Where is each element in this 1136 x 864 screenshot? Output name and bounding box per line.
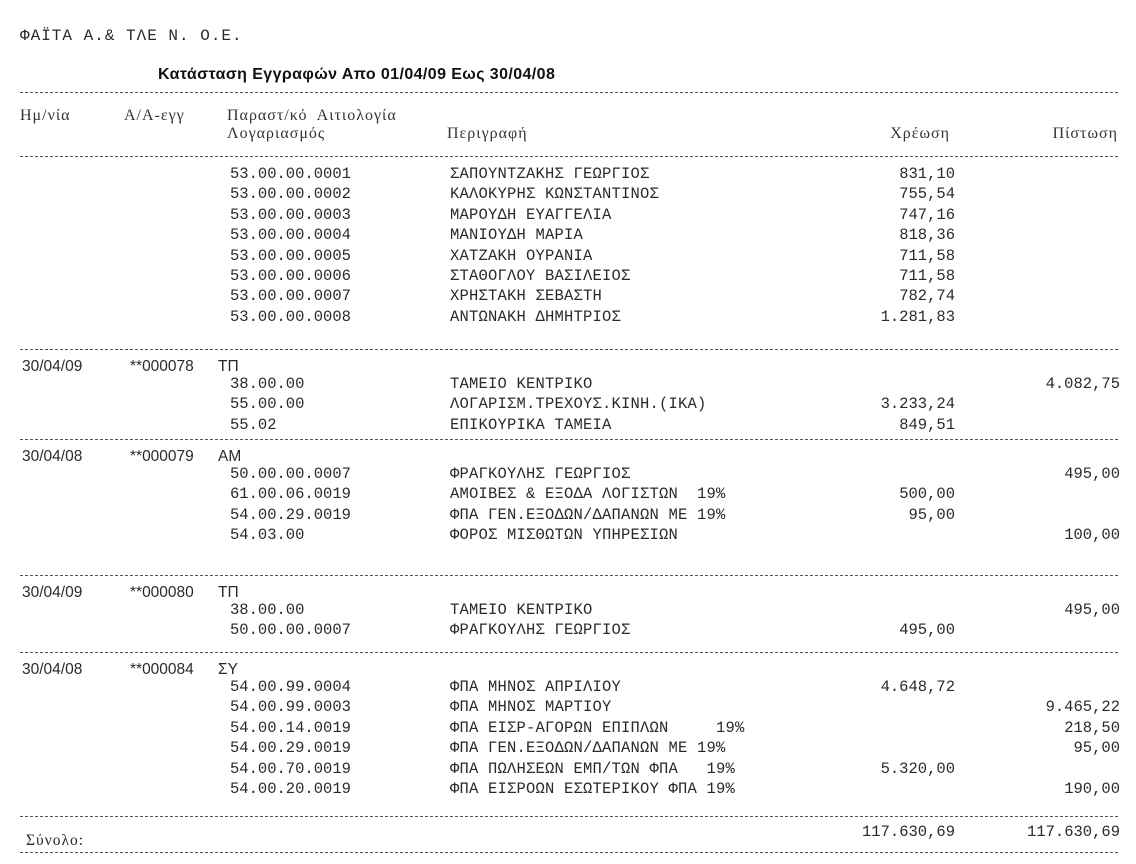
entry-date: 30/04/08 [22,448,83,465]
account-code: 54.00.99.0003 [230,698,351,717]
account-code: 50.00.00.0007 [230,621,351,640]
entry-date: 30/04/09 [22,584,83,601]
account-code: 50.00.00.0007 [230,465,351,483]
account-description: ΧΑΤΖΑΚΗ ΟΥΡΑΝΙΑ [450,246,593,265]
account-description: ΑΜΟΙΒΕΣ & ΕΞΟΔΑ ΛΟΓΙΣΤΩΝ 19% [450,485,726,504]
debit-amount: 3.233,24 [880,395,955,414]
entry-number: **000084 [130,661,194,678]
account-code: 54.00.29.0019 [230,739,351,758]
total-credit: 117.630,69 [1026,823,1120,841]
account-code: 55.02 [230,415,277,434]
account-description: ΣΑΠΟΥΝΤΖΑΚΗΣ ΓΕΩΡΓΙΟΣ [450,165,650,183]
account-code: 54.00.99.0004 [230,678,351,696]
group-divider [20,349,1118,350]
debit-amount: 711,58 [899,267,955,285]
account-code: 53.00.00.0004 [230,226,351,245]
total-debit: 117.630,69 [861,823,955,841]
account-description: ΦΡΑΓΚΟΥΛΗΣ ΓΕΩΡΓΙΟΣ [450,621,631,640]
account-code: 54.03.00 [230,526,305,545]
header-debit: Χρέωση [890,125,950,142]
account-code: 54.00.29.0019 [230,505,351,524]
header-credit: Πίστωση [1052,125,1118,142]
credit-amount: 218,50 [1064,718,1120,737]
account-description: ΦΠΑ ΠΩΛΗΣΕΩΝ ΕΜΠ/ΤΩΝ ΦΠΑ 19% [450,759,736,778]
account-code: 38.00.00 [230,375,305,393]
credit-amount: 9.465,22 [1045,698,1120,717]
debit-amount: 95,00 [908,505,955,524]
credit-amount: 95,00 [1073,739,1120,758]
entry-doc-type: ΣΥ [218,661,238,678]
debit-amount: 711,58 [899,246,955,265]
account-description: ΤΑΜΕΙΟ ΚΕΝΤΡΙΚΟ [450,601,593,619]
account-description: ΦΠΑ ΜΗΝΟΣ ΑΠΡΙΛΙΟΥ [450,678,622,696]
account-code: 38.00.00 [230,601,305,619]
company-name: ΦΑΪΤΑ Α.& ΤΛΕ Ν. Ο.Ε. [20,27,243,45]
debit-amount: 818,36 [899,226,955,245]
credit-amount: 495,00 [1064,601,1120,619]
account-code: 54.00.14.0019 [230,718,351,737]
account-description: ΦΡΑΓΚΟΥΛΗΣ ΓΕΩΡΓΙΟΣ [450,465,631,483]
debit-amount: 495,00 [899,621,955,640]
account-code: 53.00.00.0002 [230,185,351,204]
debit-amount: 831,10 [899,165,955,183]
entry-doc-type: ΤΠ [218,584,239,601]
account-description: ΦΠΑ ΓΕΝ.ΕΞΟΔΩΝ/ΔΑΠΑΝΩΝ ΜΕ 19% [450,739,726,758]
entry-date: 30/04/08 [22,661,83,678]
header-doc-reason: Παραστ/κό Αιτιολογία [227,107,397,124]
entry-number: **000080 [130,584,194,601]
account-code: 53.00.00.0007 [230,287,351,306]
credit-amount: 4.082,75 [1045,375,1120,393]
entry-doc-type: ΤΠ [218,358,239,375]
account-description: ΦΠΑ ΕΙΣΡΟΩΝ ΕΣΩΤΕΡΙΚΟΥ ΦΠΑ 19% [450,780,736,798]
entry-date: 30/04/09 [22,358,83,375]
header-date: Ημ/νία [20,107,71,124]
account-description: ΧΡΗΣΤΑΚΗ ΣΕΒΑΣΤΗ [450,287,603,306]
account-description: ΜΑΝΙΟΥΔΗ ΜΑΡΙΑ [450,226,584,245]
credit-amount: 100,00 [1064,526,1120,545]
account-code: 53.00.00.0005 [230,246,351,265]
debit-amount: 849,51 [899,415,955,434]
account-description: ΦΠΑ ΜΗΝΟΣ ΜΑΡΤΙΟΥ [450,698,612,717]
header-bottom-divider [20,156,1118,157]
account-code: 53.00.00.0001 [230,165,351,183]
group-divider [20,652,1118,653]
entry-number: **000079 [130,448,194,465]
account-description: ΦΠΑ ΕΙΣΡ-ΑΓΟΡΩΝ ΕΠΙΠΛΩΝ 19% [450,718,745,737]
group-divider [20,439,1118,440]
debit-amount: 4.648,72 [880,678,955,696]
debit-amount: 755,54 [899,185,955,204]
header-entry-no: Α/Α-εγγ [124,107,185,124]
entry-number: **000078 [130,358,194,375]
debit-amount: 5.320,00 [880,759,955,778]
account-description: ΜΑΡΟΥΔΗ ΕΥΑΓΓΕΛΙΑ [450,205,612,224]
account-description: ΦΠΑ ΓΕΝ.ΕΞΟΔΩΝ/ΔΑΠΑΝΩΝ ΜΕ 19% [450,505,726,524]
account-code: 54.00.70.0019 [230,759,351,778]
account-description: ΚΑΛΟΚΥΡΗΣ ΚΩΝΣΤΑΝΤΙΝΟΣ [450,185,660,204]
account-code: 61.00.06.0019 [230,485,351,504]
account-description: ΦΟΡΟΣ ΜΙΣΘΩΤΩΝ ΥΠΗΡΕΣΙΩΝ [450,526,679,545]
account-description: ΛΟΓΑΡΙΣΜ.ΤΡΕΧΟΥΣ.ΚΙΝΗ.(ΙΚΑ) [450,395,707,414]
group-divider [20,575,1118,576]
debit-amount: 1.281,83 [880,307,955,326]
debit-amount: 500,00 [899,485,955,504]
credit-amount: 190,00 [1064,780,1120,798]
account-code: 55.00.00 [230,395,305,414]
account-description: ΕΠΙΚΟΥΡΙΚΑ ΤΑΜΕΙΑ [450,415,612,434]
account-code: 53.00.00.0003 [230,205,351,224]
debit-amount: 782,74 [899,287,955,306]
account-code: 53.00.00.0008 [230,307,351,326]
debit-amount: 747,16 [899,205,955,224]
totals-bottom-divider [20,852,1118,853]
header-account: Λογαριασμός [227,125,326,142]
account-description: ΣΤΑΘΟΓΛΟΥ ΒΑΣΙΛΕΙΟΣ [450,267,631,285]
header-description: Περιγραφή [447,125,528,142]
account-code: 54.00.20.0019 [230,780,351,798]
account-code: 53.00.00.0006 [230,267,351,285]
header-top-divider [20,92,1118,93]
account-description: ΤΑΜΕΙΟ ΚΕΝΤΡΙΚΟ [450,375,593,393]
report-title: Κατάσταση Εγγραφών Απο 01/04/09 Εως 30/04/08 [158,66,556,83]
entry-doc-type: ΑΜ [218,448,242,465]
totals-label: Σύνολο: [26,832,85,849]
account-description: ΑΝΤΩΝΑΚΗ ΔΗΜΗΤΡΙΟΣ [450,307,622,326]
credit-amount: 495,00 [1064,465,1120,483]
totals-top-divider [20,816,1118,817]
